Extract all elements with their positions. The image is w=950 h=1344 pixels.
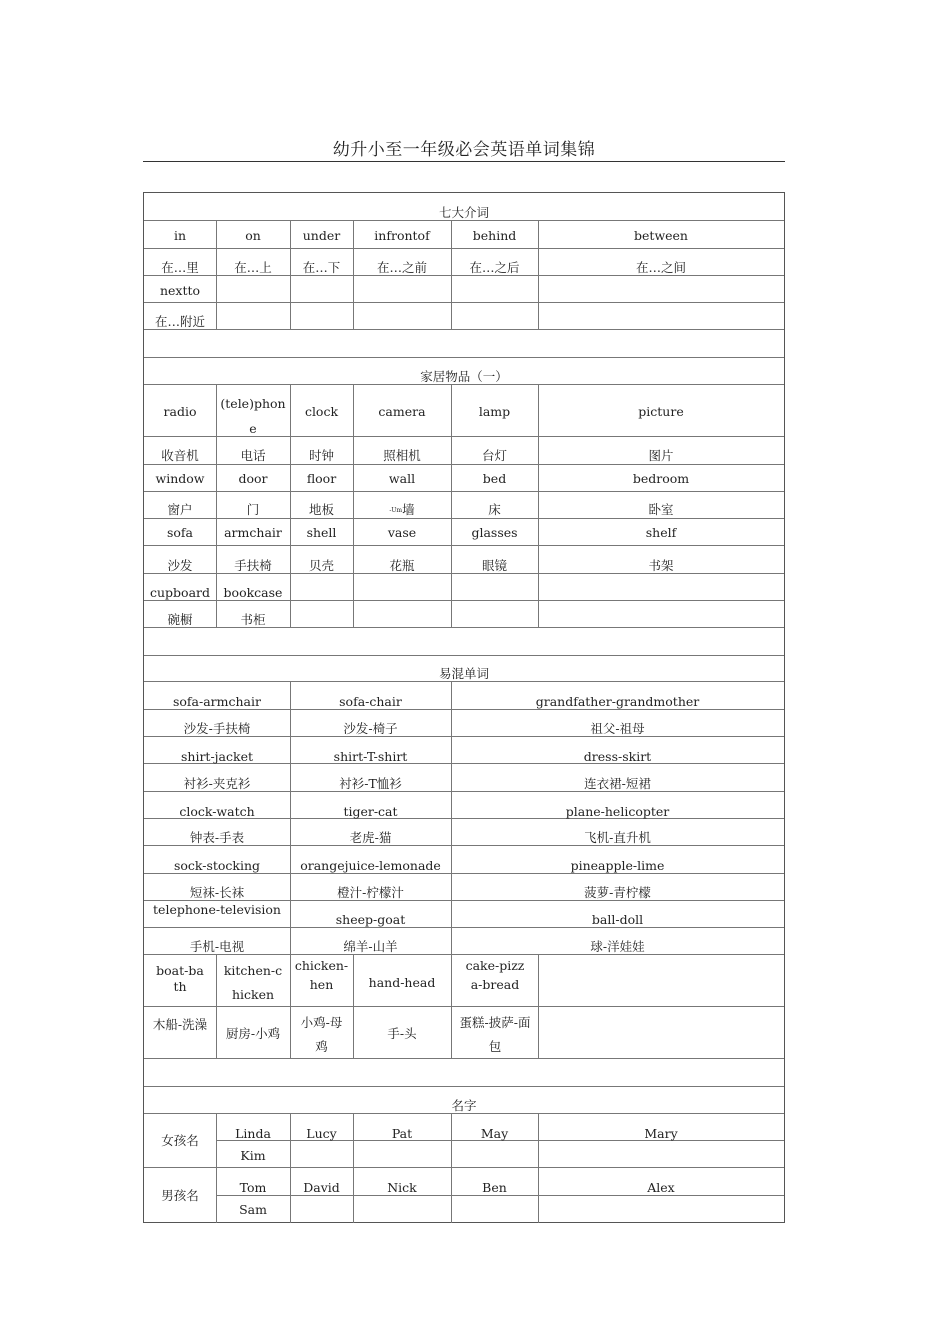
row-line [144, 845, 784, 846]
row-line [144, 1086, 784, 1087]
word-cn: 眼镜 [481, 558, 507, 573]
girls-label: 女孩名 [161, 1133, 199, 1148]
pair-cn: 飞机-直升机 [584, 830, 651, 845]
word-en: window [155, 471, 205, 486]
pair-en: clock-watch [179, 804, 255, 819]
word-cn: 在…之后 [469, 260, 520, 275]
word-en: picture [638, 404, 684, 419]
pair-en: sheep-goat [335, 912, 406, 927]
column-line [451, 954, 452, 1058]
pair-en: orangejuice-lemonade [300, 858, 441, 873]
girl-name: Linda [235, 1126, 271, 1141]
pair-en: sock-stocking [173, 858, 261, 873]
word-en: cupboard [149, 585, 210, 600]
page-title: 幼升小至一年级必会英语单词集锦 [332, 140, 596, 160]
pair-cn: 蛋糕-披萨-面包 [459, 1015, 531, 1054]
word-cn: 窗户 [167, 502, 193, 517]
word-cn-wall [353, 502, 451, 518]
pair-cn: 祖父-祖母 [590, 721, 645, 736]
section-heading-prepositions: 七大介词 [438, 205, 489, 220]
pair-cn: 厨房-小鸡 [225, 1026, 281, 1041]
pair-en: sofa-chair [339, 694, 402, 709]
row-line [144, 954, 784, 955]
pair-en: hand-head [368, 975, 436, 990]
row-line [144, 900, 784, 901]
word-en: in [173, 228, 187, 243]
row-line [144, 873, 784, 874]
pair-cn: 连衣裙-短裙 [584, 776, 651, 791]
pair-en: plane-helicopter [565, 804, 670, 819]
word-en: glasses [471, 525, 518, 540]
row-line [144, 329, 784, 330]
column-line [216, 954, 217, 1058]
row-line [144, 384, 784, 385]
row-line [144, 573, 784, 574]
word-cn: 床 [488, 502, 501, 517]
pair-cn: 木船-洗澡 [152, 1017, 208, 1032]
word-en: bookcase [223, 585, 283, 600]
word-en: floor [306, 471, 337, 486]
row-line [144, 275, 784, 276]
word-cn: 门 [246, 502, 260, 517]
pair-cn: 手机-电视 [189, 939, 245, 954]
row-line [144, 491, 784, 492]
word-cn: 在…上 [234, 260, 272, 275]
word-en: bedroom [632, 471, 690, 486]
pair-cn: 衬衫-T恤衫 [339, 776, 402, 791]
word-cn: 贝壳 [308, 558, 334, 573]
word-en: under [302, 228, 341, 243]
section-heading-household: 家居物品（一） [420, 369, 508, 384]
row-line [144, 464, 784, 465]
word-en: lamp [478, 404, 511, 419]
word-cn: 书架 [648, 558, 674, 573]
word-en: on [245, 228, 261, 243]
pair-cn: 菠萝-青柠檬 [584, 885, 651, 900]
pair-cn: 球-洋娃娃 [590, 939, 645, 954]
girl-name: May [480, 1126, 509, 1141]
word-cn: 在…之前 [376, 260, 427, 275]
pair-en: dress-skirt [583, 749, 652, 764]
column-line [290, 954, 291, 1058]
row-line [216, 1195, 784, 1196]
row-line [144, 357, 784, 358]
row-line [144, 655, 784, 656]
word-en: (tele)phone [220, 396, 286, 436]
girl-name: Mary [644, 1126, 678, 1141]
girl-name: Lucy [306, 1126, 337, 1141]
word-cn: 时钟 [308, 448, 334, 463]
pair-cn: 衬衫-夹克衫 [183, 776, 251, 791]
row-line [144, 791, 784, 792]
pair-en: shirt-T-shirt [333, 749, 408, 764]
word-en: radio [163, 404, 197, 419]
row-line [144, 927, 784, 928]
row-line [144, 1006, 784, 1007]
pair-cn: 钟表-手表 [189, 830, 245, 845]
pair-cn: 小鸡-母鸡 [300, 1015, 343, 1054]
word-cn: 花瓶 [389, 558, 415, 573]
pair-cn: 沙发-手扶椅 [183, 721, 251, 736]
boy-name: David [303, 1180, 340, 1195]
pair-en: grandfather-grandmother [535, 694, 700, 709]
word-cn: 在…附近 [154, 314, 205, 329]
title-underline [143, 161, 785, 162]
pair-en: chicken-hen [294, 958, 349, 992]
pair-en: cake-pizza-bread [465, 958, 525, 992]
word-cn: 地板 [308, 502, 334, 517]
word-en: wall [388, 471, 416, 486]
word-cn: 在…之间 [635, 260, 686, 275]
wall-prefix: -Um [389, 507, 403, 514]
word-cn: 手扶椅 [234, 558, 272, 573]
pair-cn: 沙发-椅子 [343, 721, 398, 736]
girl-name: Kim [240, 1148, 266, 1163]
word-cn: 照相机 [383, 448, 421, 463]
word-cn: 卧室 [648, 502, 674, 517]
row-line [144, 1113, 784, 1114]
girl-name: Pat [391, 1126, 413, 1141]
row-line [144, 736, 784, 737]
boy-name: Sam [239, 1202, 267, 1217]
word-cn: 书柜 [240, 612, 266, 627]
boys-label: 男孩名 [161, 1188, 199, 1203]
row-line [144, 248, 784, 249]
word-cn: 电话 [240, 448, 266, 463]
word-en: bed [482, 471, 507, 486]
pair-en: kitchen-chicken [223, 963, 283, 1002]
word-cn: 台灯 [481, 448, 507, 463]
column-line [353, 954, 354, 1058]
section-heading-confusing: 易混单词 [438, 666, 489, 681]
word-en: sofa [166, 525, 194, 540]
pair-cn: 橙汁-柠檬汁 [337, 885, 404, 900]
column-line [538, 954, 539, 1058]
word-en: shelf [645, 525, 677, 540]
row-line [144, 681, 784, 682]
word-en: camera [378, 404, 426, 419]
pair-cn: 短袜-长袜 [189, 885, 245, 900]
pair-cn: 老虎-猫 [349, 830, 392, 845]
pair-en: sofa-armchair [172, 694, 261, 709]
wall-cn: 墙 [402, 502, 415, 517]
word-cn: 图片 [648, 448, 674, 463]
pair-en: telephone-television [153, 903, 281, 917]
word-en: infrontof [374, 228, 430, 243]
word-en: vase [387, 525, 417, 540]
word-en: behind [472, 228, 517, 243]
pair-cn: 绵羊-山羊 [343, 939, 398, 954]
word-cn: 在…下 [302, 260, 341, 275]
pair-en: tiger-cat [343, 804, 398, 819]
row-line [144, 518, 784, 519]
boy-name: Ben [482, 1180, 507, 1195]
word-cn: 在…里 [161, 260, 199, 275]
boy-name: Tom [239, 1180, 267, 1195]
pair-en: boat-bath [156, 963, 204, 994]
word-cn: 碗橱 [167, 612, 193, 627]
row-line [144, 600, 784, 601]
word-cn: 沙发 [167, 558, 193, 573]
row-line [144, 545, 784, 546]
word-en: shell [306, 525, 337, 540]
pair-en: shirt-jacket [180, 749, 253, 764]
word-en: armchair [224, 525, 282, 540]
word-cn: 收音机 [161, 448, 199, 463]
word-en: nextto [159, 283, 201, 298]
boy-name: Alex [647, 1180, 675, 1195]
row-line [144, 709, 784, 710]
pair-en: ball-doll [591, 912, 644, 927]
boy-name: Nick [387, 1180, 417, 1195]
word-en: clock [304, 404, 339, 419]
pair-cn: 手-头 [387, 1026, 417, 1041]
row-line [144, 627, 784, 628]
row-line [144, 302, 784, 303]
word-en: between [634, 228, 688, 243]
row-line [144, 1058, 784, 1059]
row-line [144, 1167, 784, 1168]
vocabulary-table [143, 192, 785, 1223]
row-line [144, 220, 784, 221]
pair-en: pineapple-lime [570, 858, 665, 873]
section-heading-names: 名字 [451, 1098, 477, 1113]
word-en: door [238, 471, 268, 486]
